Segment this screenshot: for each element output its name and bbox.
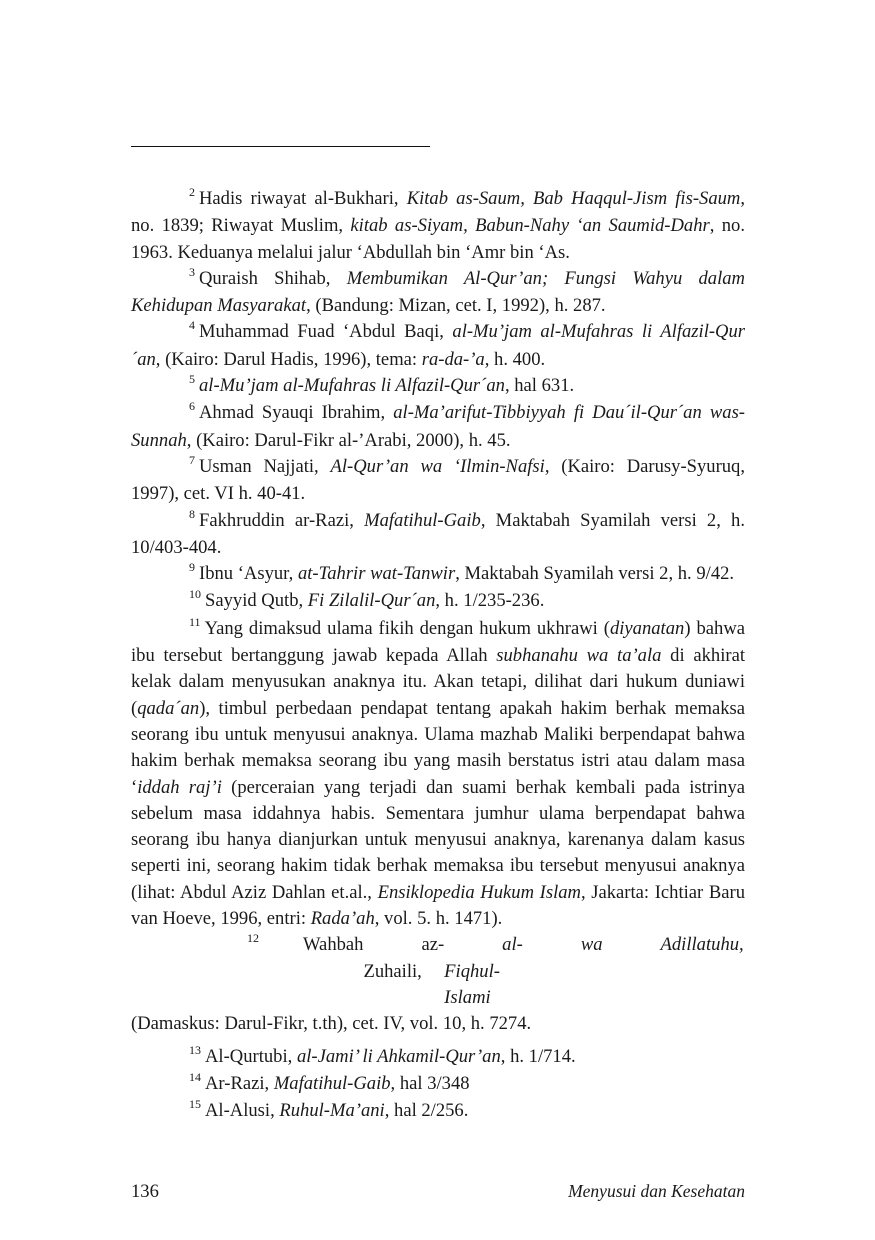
footnote-10: $^{10}$ Sayyid Qutb, Fi Zilalil-Qur´an, h. 1/235-236. xyxy=(189,587,545,612)
footnote-number: 13 xyxy=(189,1042,201,1057)
footnote-13: $^{13}$ Al-Qurtubi, al-Jami’ li Ahkamil-Qur’an, h. 1/714. xyxy=(189,1042,576,1067)
footnote-number: 3 xyxy=(189,264,195,279)
footnote-14: $^{14}$ Ar-Razi, Mafatihul-Gaib, hal 3/348 xyxy=(189,1069,470,1094)
footnote-number: 5 xyxy=(189,372,195,387)
footnote-4: $^4$ Muhammad Fuad ‘Abdul Baqi, al-Mu’jam al-Mufahras li Alfazil-Qur´an, (Kairo: Darul Hadis, 1996), tema: ra-da-’a, h. 400. xyxy=(131,318,746,370)
footnote-number: 10 xyxy=(189,587,201,602)
page-number: 136 xyxy=(131,1181,159,1202)
footnote-number: 7 xyxy=(189,452,195,467)
footnote-3: $^3$ Quraish Shihab, Membumikan Al-Qur’an; Fungsi Wahyu dalam Kehidupan Masyarakat, (Bandung: Mizan, cet. I, 1992), h. 287. xyxy=(131,264,745,317)
footnote-number: 6 xyxy=(189,399,195,414)
footnote-number: 15 xyxy=(189,1097,201,1112)
footnote-11: $^{11}$ Yang dimaksud ulama fikih dengan hukum ukhrawi (diyanatan) bahwa ibu tersebut bertanggung jawab kepada Allah subhanahu wa ta’ala di akhirat kelak dalam menyusukan anaknya itu. Akan tetapi, dilihat dari hukum duniawi (qada´an), timbul perbedaan pendapat tentang apakah hakim berhak memaksa seorang ibu untuk menyusui anaknya. Ulama mazhab Maliki berpendapat bahwa hakim berhak memaksa seorang ibu yang masih berstatus istri atau dalam masa ‘iddah raj’i (perceraian yang terjadi dan suami berhak kembali pada istrinya sebelum masa iddahnya habis. Sementara jumhur ulama berpendapat bahwa seorang ibu hanya dianjurkan untuk menyusui anaknya, karenanya dalam kasus seperti ini, seorang hakim tidak berhak memaksa ibu tersebut menyusui anaknya (lihat: Abdul Aziz Dahlan et.al., Ensiklopedia Hukum Islam, Jakarta: Ichtiar Baru van Hoeve, 1996, entri: Rada’ah, vol. 5. h. 1471). xyxy=(131,614,746,930)
footnote-9: $^9$ Ibnu ‘Asyur, at-Tahrir wat-Tanwir, Maktabah Syamilah versi 2, h. 9/42. xyxy=(189,560,735,585)
footnote-12: $^{12}$ Wahbah az-Zuhaili, al-Fiqhul-Islami wa Adillatuhu, (Damaskus: Darul-Fikr, t.th), cet. IV, vol. 10, h. 7274. xyxy=(131,932,745,1037)
footnote-number: 8 xyxy=(189,506,195,521)
footnote-8: $^8$ Fakhruddin ar-Razi, Mafatihul-Gaib, Maktabah Syamilah versi 2, h. 10/403-404. xyxy=(131,506,745,558)
footnote-15: $^{15}$ Al-Alusi, Ruhul-Ma’ani, hal 2/256. xyxy=(189,1097,469,1122)
footnote-number: 14 xyxy=(189,1069,201,1084)
running-title: Menyusui dan Kesehatan xyxy=(568,1181,745,1201)
footnote-number: 9 xyxy=(189,560,195,575)
footnotes-block xyxy=(131,186,745,1125)
page-footer xyxy=(131,1181,745,1209)
footnote-number: 4 xyxy=(189,318,195,333)
footnote-number: 12 xyxy=(247,931,259,946)
footnote-7: $^7$ Usman Najjati, Al-Qur’an wa ‘Ilmin-Nafsi, (Kairo: Darusy-Syuruq, 1997), cet. VI h. 40-41. xyxy=(131,452,746,505)
footnote-number: 11 xyxy=(189,614,201,629)
footnote-number: 2 xyxy=(189,185,195,199)
footnote-6: $^6$ Ahmad Syauqi Ibrahim, al-Ma’arifut-Tibbiyyah fi Dau´il-Qur´an was-Sunnah, (Kairo: Darul-Fikr al-’Arabi, 2000), h. 45. xyxy=(131,399,745,451)
footnote-5: $^5$ al-Mu’jam al-Mufahras li Alfazil-Qur´an, hal 631. xyxy=(189,372,575,397)
footnote-2: $^2$ Hadis riwayat al-Bukhari, Kitab as-Saum, Bab Haqqul-Jism fis-Saum, no. 1839; Riwayat Muslim, kitab as-Siyam, Babun-Nahy ‘an Saumid-Dahr, no. 1963. Keduanya melalui jalur ‘Abdullah bin ‘Amr bin ‘As. xyxy=(131,185,745,263)
footnote-separator-rule xyxy=(131,146,430,147)
